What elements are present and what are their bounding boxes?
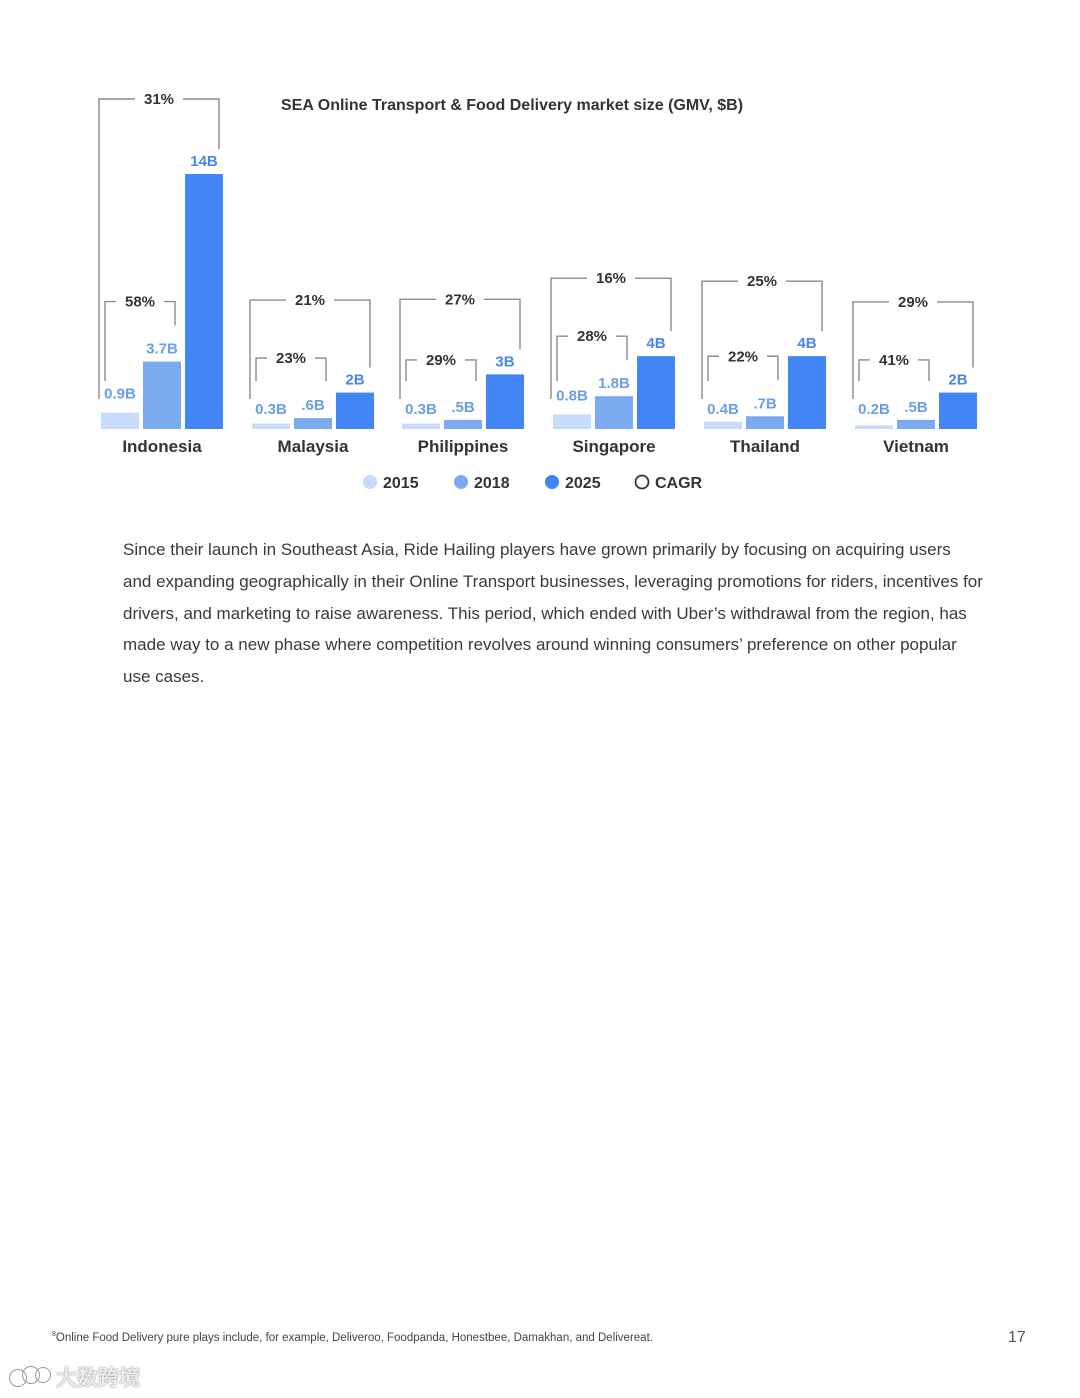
category-label-vietnam: Vietnam xyxy=(883,437,949,456)
country-group-indonesia xyxy=(99,91,223,456)
bar-indonesia-2018 xyxy=(143,362,181,429)
bar-singapore-2018 xyxy=(595,396,633,429)
value-label-thailand-2015: 0.4B xyxy=(707,401,739,418)
cagr-2015-2018-singapore-label: 28% xyxy=(576,328,608,346)
bar-philippines-2018 xyxy=(444,420,482,429)
body-paragraph: Since their launch in Southeast Asia, Ride Hailing players have grown primarily by focusing on acquiring users and expanding geographically in their Online Transport businesses, leveraging promotions for riders, incentives for drivers, and marketing to raise awareness. This period, which ended with Uber’s withdrawal from the region, has made way to a new phase where competition revolves around winning consumers’ preference on other popular use cases. xyxy=(123,540,983,687)
legend-label-cagr: CAGR xyxy=(655,475,703,492)
watermark xyxy=(8,1362,140,1392)
cagr-2015-2018-malaysia-bracket-left xyxy=(256,358,267,381)
category-label-singapore: Singapore xyxy=(572,437,656,456)
category-label-indonesia: Indonesia xyxy=(122,437,202,456)
cagr-2015-2018-singapore-bracket-left xyxy=(557,336,568,381)
legend-item-2015 xyxy=(363,475,419,492)
watermark-text: 大数跨境 xyxy=(56,1366,140,1390)
value-label-philippines-2018: .5B xyxy=(451,398,475,416)
legend-marker-cagr xyxy=(636,476,649,489)
legend-marker-2018 xyxy=(454,475,468,489)
cagr-2015-2018-philippines-bracket-left xyxy=(406,360,417,381)
bar-thailand-2018 xyxy=(746,416,784,429)
bar-philippines-2025 xyxy=(486,374,524,429)
cagr-2015-2018-philippines-bracket-right xyxy=(465,360,476,381)
bar-singapore-2015 xyxy=(553,414,591,429)
bar-vietnam-2018 xyxy=(897,420,935,429)
value-label-thailand-2025: 4B xyxy=(797,335,817,353)
cagr-2015-2025-vietnam-bracket-left xyxy=(853,302,889,399)
cagr-2015-2018-singapore-bracket-right xyxy=(616,336,627,360)
bar-philippines-2015 xyxy=(402,424,440,429)
cagr-2015-2018-indonesia-bracket-right xyxy=(164,302,175,326)
cagr-2015-2025-philippines-label: 27% xyxy=(444,291,476,309)
value-label-indonesia-2018: 3.7B xyxy=(146,340,178,358)
cagr-2015-2025-thailand-label: 25% xyxy=(746,273,778,291)
cagr-2015-2018-vietnam-bracket-right xyxy=(918,360,929,381)
bar-indonesia-2025 xyxy=(185,174,223,429)
value-label-malaysia-2018: .6B xyxy=(301,397,325,415)
value-label-singapore-2025: 4B xyxy=(646,335,666,353)
footnote xyxy=(52,1331,653,1344)
bar-indonesia-2015 xyxy=(101,413,139,429)
cagr-2015-2025-thailand-bracket-right xyxy=(786,281,822,331)
cagr-2015-2018-indonesia-bracket-left xyxy=(105,302,116,381)
cagr-2015-2018-thailand-bracket-left xyxy=(708,356,719,381)
cagr-2015-2025-philippines-bracket-right xyxy=(484,299,520,349)
footnote-marker: 8 xyxy=(52,1331,56,1338)
value-label-philippines-2015: 0.3B xyxy=(405,401,437,418)
bar-singapore-2025 xyxy=(637,356,675,429)
bar-malaysia-2018 xyxy=(294,418,332,429)
footnote-text: Online Food Delivery pure plays include, for example, Deliveroo, Foodpanda, Honestbee, Damakhan, and Delivereat. xyxy=(55,1331,653,1344)
bar-thailand-2025 xyxy=(788,356,826,429)
legend-label-2018: 2018 xyxy=(474,475,510,492)
market-size-chart xyxy=(0,0,1080,500)
chart-legend xyxy=(363,475,703,492)
bar-thailand-2015 xyxy=(704,422,742,429)
value-label-thailand-2018: .7B xyxy=(753,395,777,413)
legend-marker-2015 xyxy=(363,475,377,489)
category-label-philippines: Philippines xyxy=(417,437,509,456)
cagr-2015-2018-malaysia-label: 23% xyxy=(275,350,307,368)
cagr-2015-2018-indonesia-label: 58% xyxy=(124,293,156,311)
cagr-2015-2018-thailand-bracket-right xyxy=(767,356,778,380)
value-label-malaysia-2015: 0.3B xyxy=(255,401,287,418)
bar-malaysia-2025 xyxy=(336,393,374,429)
legend-item-2025 xyxy=(545,475,601,492)
country-group-malaysia xyxy=(250,292,374,456)
bar-vietnam-2015 xyxy=(855,425,893,429)
value-label-philippines-2025: 3B xyxy=(495,353,515,371)
legend-label-2015: 2015 xyxy=(383,475,419,492)
cagr-2015-2025-indonesia-bracket-right xyxy=(183,99,219,149)
value-label-vietnam-2015: 0.2B xyxy=(858,401,890,418)
legend-item-2018 xyxy=(454,475,510,492)
country-group-thailand xyxy=(702,273,826,456)
legend-item-cagr xyxy=(636,475,703,492)
cagr-2015-2025-malaysia-label: 21% xyxy=(294,292,326,310)
legend-label-2025: 2025 xyxy=(565,475,601,492)
cagr-2015-2025-indonesia-label: 31% xyxy=(143,91,175,108)
value-label-singapore-2015: 0.8B xyxy=(556,387,588,405)
logo-icon xyxy=(8,1363,52,1391)
cagr-2015-2018-vietnam-label: 41% xyxy=(878,351,910,369)
bar-vietnam-2025 xyxy=(939,393,977,429)
cagr-2015-2025-thailand-bracket-left xyxy=(702,281,738,399)
value-label-indonesia-2025: 14B xyxy=(190,153,218,170)
country-group-singapore xyxy=(551,270,675,456)
bar-malaysia-2015 xyxy=(252,424,290,429)
cagr-2015-2025-malaysia-bracket-right xyxy=(334,300,370,368)
cagr-2015-2018-malaysia-bracket-right xyxy=(315,358,326,381)
page-number: 17 xyxy=(1008,1329,1026,1346)
legend-marker-2025 xyxy=(545,475,559,489)
cagr-2015-2018-thailand-label: 22% xyxy=(727,348,759,366)
cagr-2015-2025-philippines-bracket-left xyxy=(400,299,436,399)
value-label-vietnam-2018: .5B xyxy=(904,398,928,416)
cagr-2015-2018-vietnam-bracket-left xyxy=(859,360,870,381)
value-label-vietnam-2025: 2B xyxy=(948,371,968,389)
value-label-malaysia-2025: 2B xyxy=(345,371,365,389)
cagr-2015-2025-vietnam-bracket-right xyxy=(937,302,973,368)
cagr-2015-2025-vietnam-label: 29% xyxy=(897,293,929,311)
category-label-malaysia: Malaysia xyxy=(277,437,349,456)
category-label-thailand: Thailand xyxy=(730,437,800,456)
value-label-indonesia-2015: 0.9B xyxy=(104,385,136,403)
cagr-2015-2018-philippines-label: 29% xyxy=(425,351,457,369)
country-group-vietnam xyxy=(853,294,977,456)
cagr-2015-2025-singapore-bracket-right xyxy=(635,278,671,331)
value-label-singapore-2018: 1.8B xyxy=(598,375,630,393)
chart-title: SEA Online Transport & Food Delivery market size (GMV, $B) xyxy=(281,97,744,114)
country-group-philippines xyxy=(400,291,524,456)
cagr-2015-2025-singapore-label: 16% xyxy=(595,270,627,288)
